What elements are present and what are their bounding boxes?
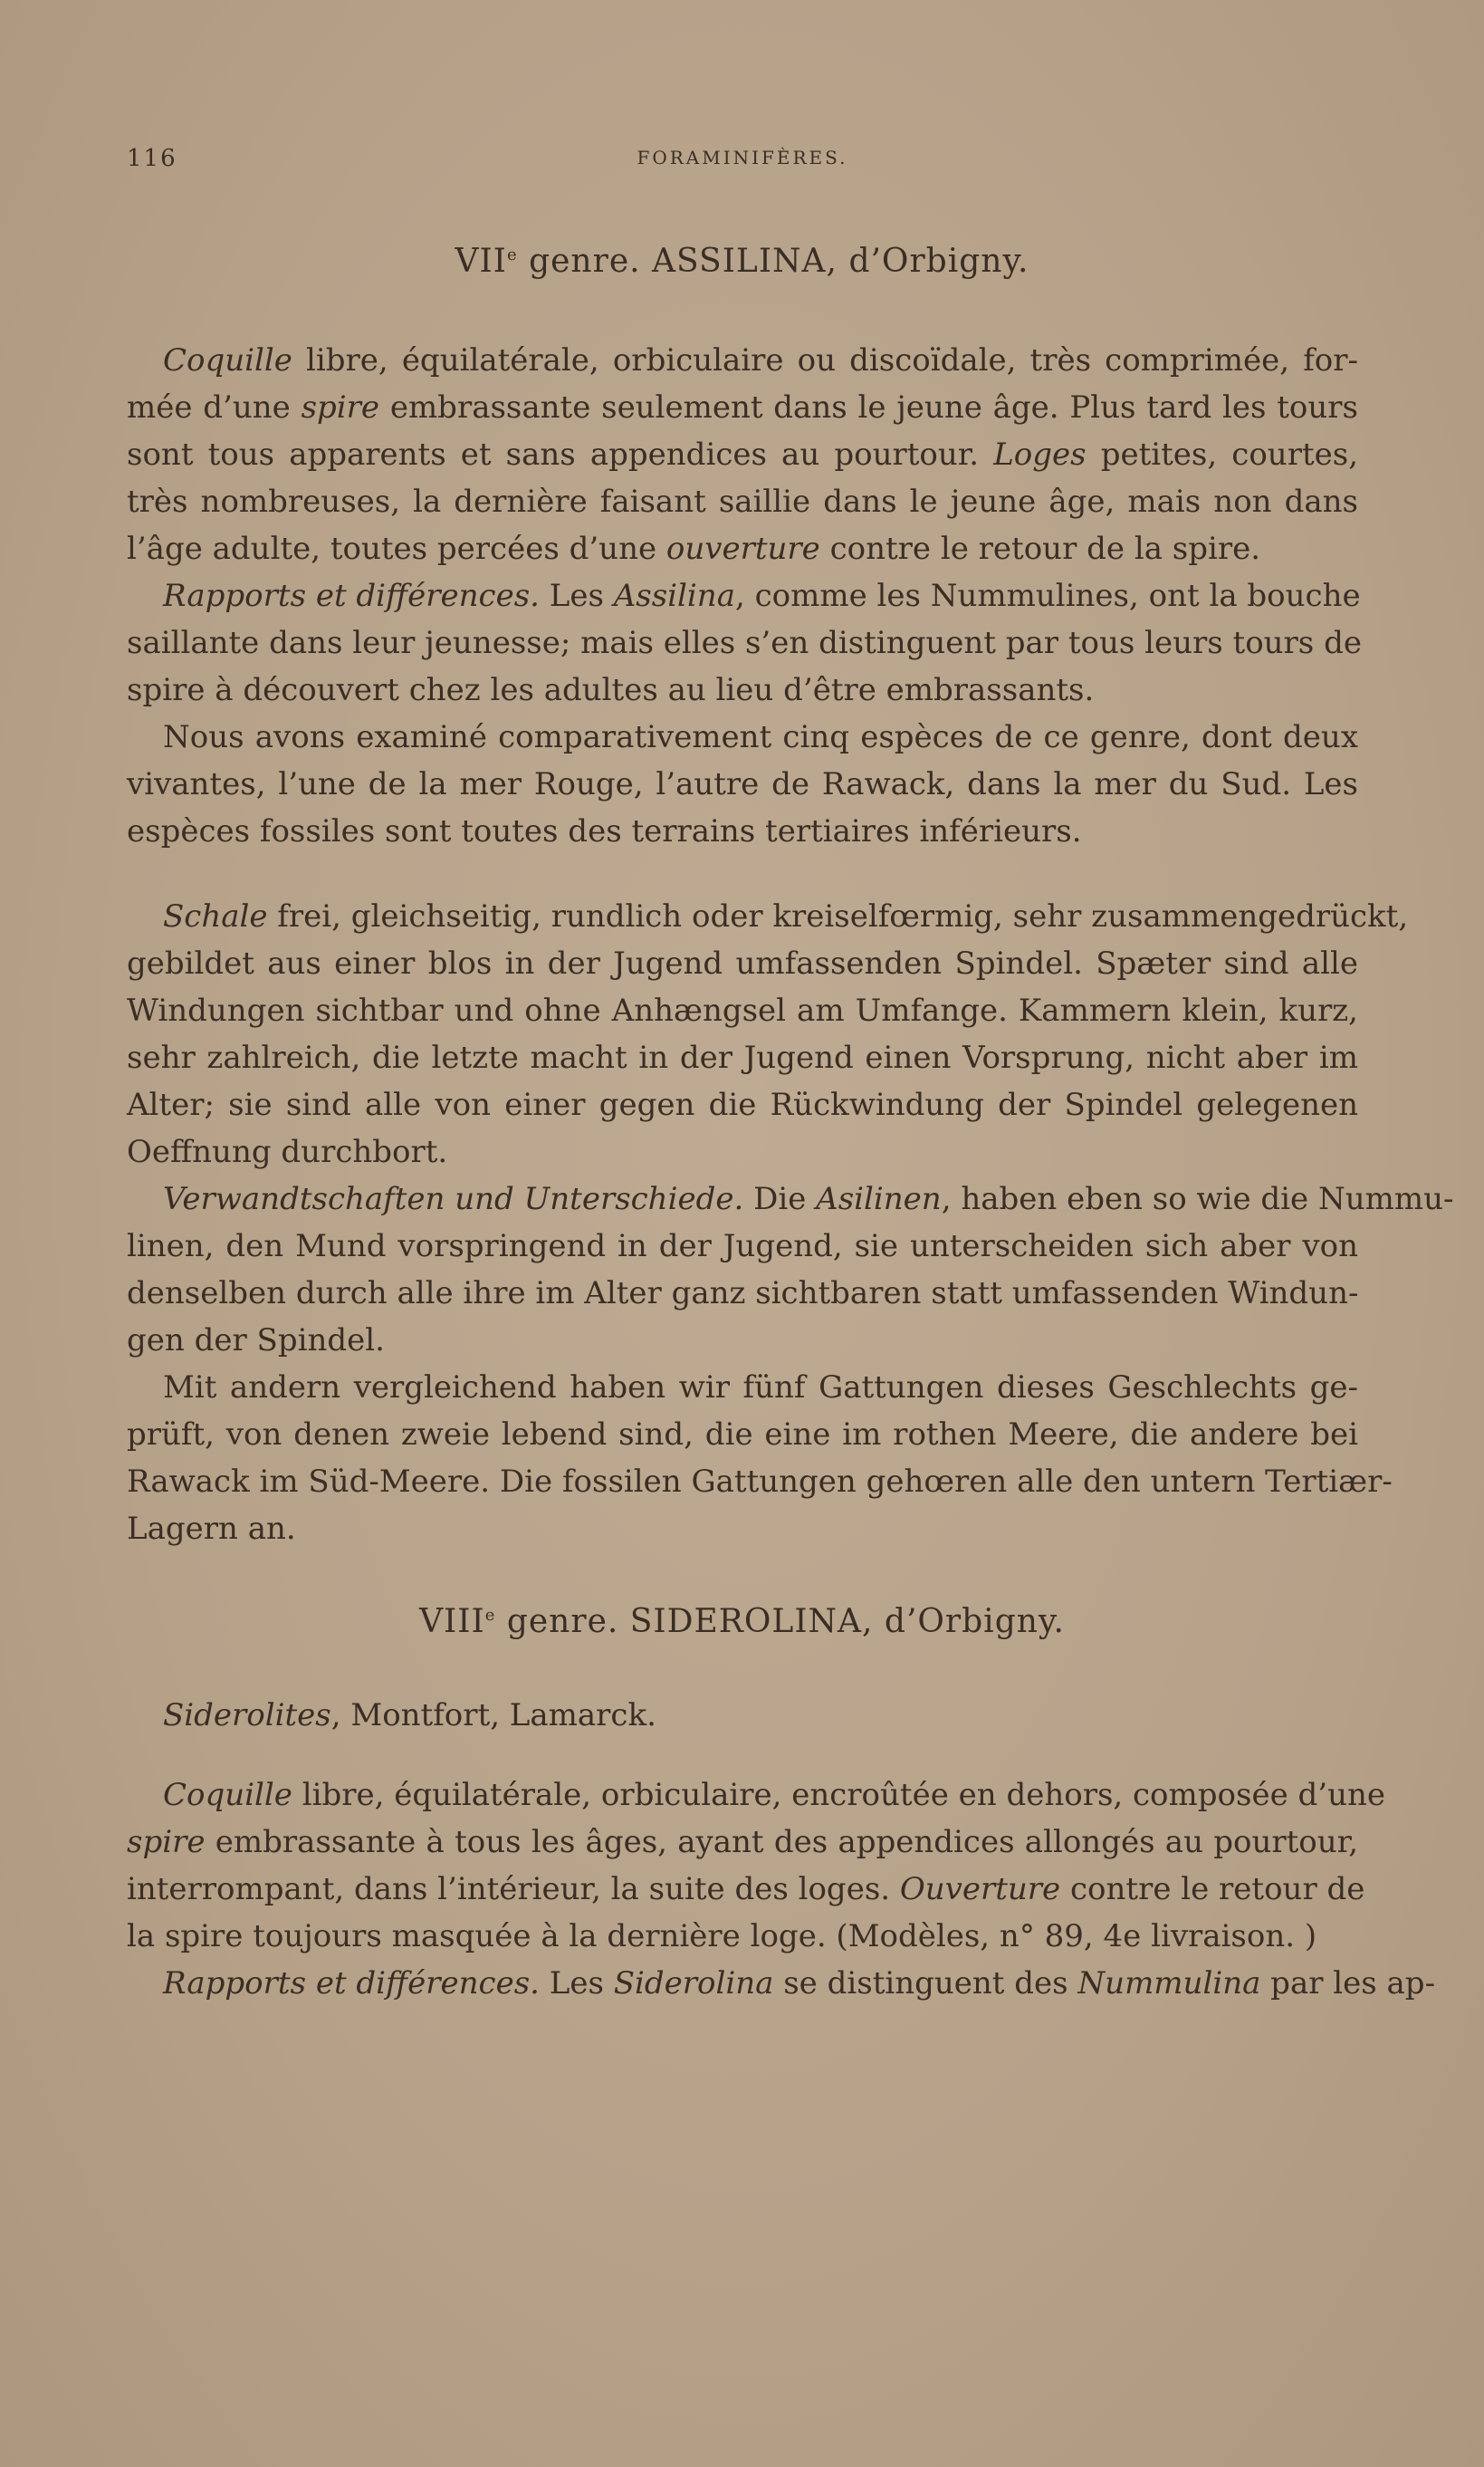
german-paragraph-line: prüft, von denen zweie lebend sind, die eine im rothen Meere, die andere bei [127,1416,1358,1453]
italic-term: Ouverture [899,1871,1061,1907]
italic-term: Assilina [613,578,735,614]
italic-term: Verwandtschaften und Unterschiede. [163,1181,744,1217]
french-paragraph-line: saillante dans leur jeunesse; mais elles s’en distinguent par tous leurs tours de [127,625,1362,661]
siderolina-paragraph-line: Rapports et différences. Les Siderolina se distinguent des Nummulina par les ap- [163,1965,1436,2001]
siderolina-paragraph-line: Coquille libre, équilatérale, orbiculaire, encroûtée en dehors, composée d’une [163,1777,1385,1813]
italic-term: spire [127,1824,206,1860]
german-paragraph-line: Schale frei, gleichseitig, rundlich oder kreiselfœrmig, sehr zusammengedrückt, [163,898,1409,935]
french-paragraph-line: espèces fossiles sont toutes des terrains tertiaires inférieurs. [127,813,1082,850]
section-heading-siderolina: VIIIe genre. SIDEROLINA, d’Orbigny. [419,1603,1065,1640]
french-paragraph-line: très nombreuses, la dernière faisant saillie dans le jeune âge, mais non dans [127,484,1358,520]
section-heading-assilina: VIIe genre. ASSILINA, d’Orbigny. [455,243,1029,280]
french-paragraph-line: Coquille libre, équilatérale, orbiculaire ou discoïdale, très comprimée, for- [163,342,1358,379]
italic-term: Asilinen [816,1181,942,1217]
assilina-german-text [127,893,1454,1552]
french-paragraph-line: spire à découvert chez les adultes au lieu d’être embrassants. [127,672,1095,708]
german-paragraph-line: Rawack im Süd-Meere. Die fossilen Gattungen gehœren alle den untern Tertiær- [127,1464,1393,1500]
italic-term: Coquille [163,342,292,379]
french-paragraph-line: Nous avons examiné comparativement cinq espèces de ce genre, dont deux [163,719,1358,755]
italic-term: spire [301,389,380,426]
italic-term: ouverture [665,531,820,567]
french-paragraph-line: mée d’une spire embrassante seulement dans le jeune âge. Plus tard les tours [127,389,1358,426]
german-paragraph-line: linen, den Mund vorspringend in der Jugend, sie unterscheiden sich aber von [127,1228,1358,1264]
siderolina-paragraph-line: la spire toujours masquée à la dernière loge. (Modèles, n° 89, 4e livraison. ) [127,1918,1317,1954]
running-head [127,145,1358,176]
german-paragraph-line: denselben durch alle ihre im Alter ganz sichtbaren statt umfassenden Windun- [127,1275,1359,1311]
italic-term: Nummulina [1077,1965,1261,2001]
italic-term: Rapports et différences. [163,578,540,614]
french-paragraph-line: vivantes, l’une de la mer Rouge, l’autre de Rawack, dans la mer du Sud. Les [127,766,1358,802]
assilina-french-text [127,337,1362,855]
german-paragraph-line: Alter; sie sind alle von einer gegen die Rückwindung der Spindel gelegenen [127,1087,1358,1123]
german-paragraph-line: Windungen sichtbar und ohne Anhængsel am Umfange. Kammern klein, kurz, [127,993,1358,1029]
siderolina-paragraph-line: spire embrassante à tous les âges, ayant des appendices allongés au pourtour, [127,1824,1358,1860]
french-paragraph-line: sont tous apparents et sans appendices au pourtour. Loges petites, courtes, [127,437,1358,473]
german-paragraph-line: sehr zahlreich, die letzte macht in der Jugend einen Vorsprung, nicht aber im [127,1040,1358,1076]
german-paragraph-line: Mit andern vergleichend haben wir fünf Gattungen dieses Geschlechts ge- [163,1369,1358,1406]
german-paragraph-line: Oeffnung durchbort. [127,1134,448,1170]
running-title: FORAMINIFÈRES. [637,147,848,168]
italic-term: Siderolina [613,1965,774,2001]
german-paragraph-line: gen der Spindel. [127,1322,385,1358]
page-number: 116 [127,145,177,172]
siderolina-synonym [127,1692,1358,1739]
german-paragraph-line: gebildet aus einer blos in der Jugend umfassenden Spindel. Spæter sind alle [127,946,1358,982]
siderolina-paragraph-line: interrompant, dans l’intérieur, la suite des loges. Ouverture contre le retour de [127,1871,1365,1907]
german-paragraph-line: Verwandtschaften und Unterschiede. Die Asilinen, haben eben so wie die Nummu- [163,1181,1454,1217]
siderolina-french-text [127,1771,1436,2007]
french-paragraph-line: Rapports et différences. Les Assilina, comme les Nummulines, ont la bouche [163,578,1361,614]
italic-term: Schale [163,898,268,935]
italic-term: Rapports et différences. [163,1965,540,2001]
french-paragraph-line: l’âge adulte, toutes percées d’une ouverture contre le retour de la spire. [127,531,1261,567]
german-paragraph-line: Lagern an. [127,1511,296,1547]
synonym-line: Siderolites, Montfort, Lamarck. [163,1697,656,1733]
italic-term: Coquille [163,1777,292,1813]
italic-term: Loges [993,437,1087,473]
